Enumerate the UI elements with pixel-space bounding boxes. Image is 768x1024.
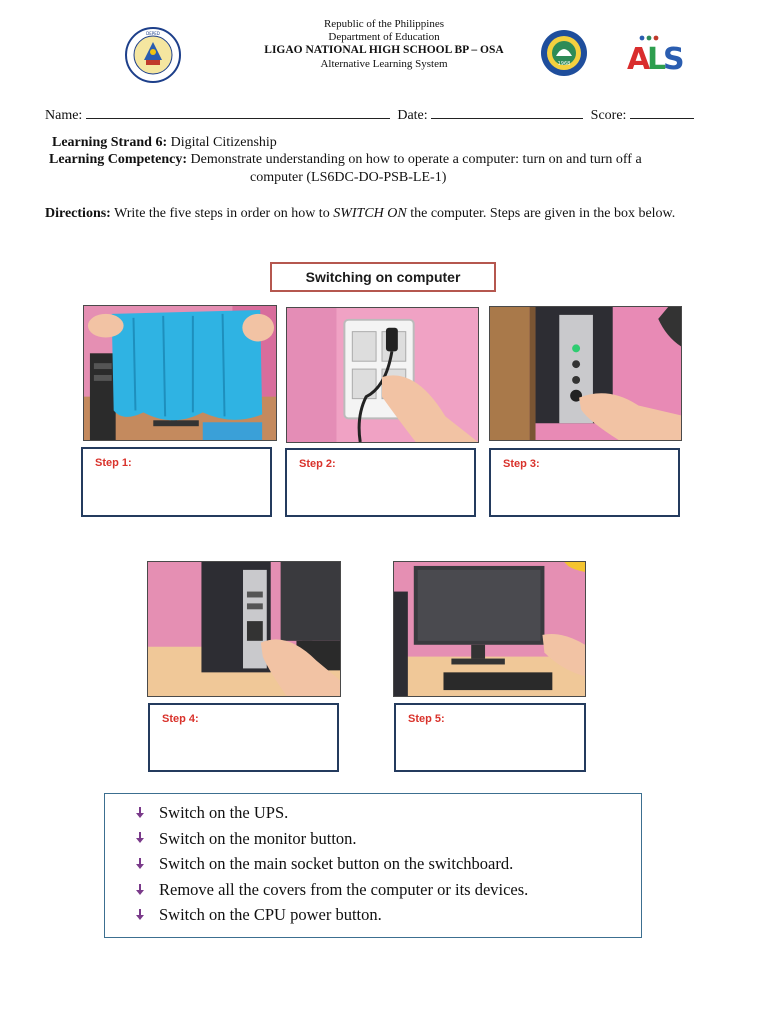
list-item <box>135 877 528 903</box>
deped-seal-logo <box>124 26 182 84</box>
step5-picture <box>393 561 586 697</box>
competency-value-line2: computer (LS6DC-DO-PSB-LE-1) <box>250 170 447 185</box>
list-item <box>135 902 528 928</box>
svg-text:S: S <box>663 42 684 72</box>
svg-text:L: L <box>647 42 667 72</box>
step1-answer-box[interactable] <box>81 447 272 517</box>
strand-label: Learning Strand 6: <box>52 135 168 150</box>
option-text: Switch on the UPS. <box>159 803 289 822</box>
svg-text:A: A <box>627 42 651 72</box>
learning-competency <box>49 151 642 168</box>
header-department: Department of Education <box>328 31 440 43</box>
step5-label: Step 5: <box>408 713 445 725</box>
header-republic: Republic of the Philippines <box>323 18 445 30</box>
step3-label: Step 3: <box>503 458 540 470</box>
options-list <box>135 800 528 928</box>
svg-text:DEPED: DEPED <box>146 31 160 36</box>
step4-label: Step 4: <box>162 713 199 725</box>
step2-label: Step 2: <box>299 458 336 470</box>
option-text: Switch on the main socket button on the switchboard. <box>159 854 514 874</box>
options-box <box>104 793 642 938</box>
arrow-down-icon <box>135 858 145 870</box>
step4-answer-box[interactable] <box>148 703 339 772</box>
name-label: Name: <box>45 108 83 123</box>
header-school-name: LIGAO NATIONAL HIGH SCHOOL BP – OSA <box>264 44 504 56</box>
student-info-row <box>45 106 694 124</box>
arrow-down-icon <box>135 909 145 921</box>
school-seal-logo <box>538 28 590 78</box>
directions-emphasis: SWITCH ON <box>333 206 407 221</box>
directions-text-before: Write the five steps in order on how to <box>114 206 334 221</box>
directions-label: Directions: <box>45 206 111 221</box>
strand-value: Digital Citizenship <box>170 135 277 150</box>
learning-strand <box>52 134 277 151</box>
step1-picture <box>83 305 277 441</box>
date-blank[interactable] <box>431 106 583 119</box>
directions <box>45 205 675 222</box>
section-title: Switching on computer <box>270 262 496 292</box>
competency-value-line1: Demonstrate understanding on how to operate a computer: turn on and turn off a <box>190 152 642 167</box>
step5-answer-box[interactable] <box>394 703 586 772</box>
step3-answer-box[interactable] <box>489 448 680 517</box>
list-item <box>135 826 528 852</box>
option-text: Switch on the monitor button. <box>159 828 357 848</box>
school-seal-year: 1968 <box>557 61 571 67</box>
score-label: Score: <box>590 108 627 123</box>
date-label: Date: <box>397 108 428 123</box>
option-text: Remove all the covers from the computer or its devices. <box>159 879 529 899</box>
arrow-down-icon <box>135 884 145 896</box>
competency-label: Learning Competency: <box>49 152 188 167</box>
step4-picture <box>147 561 341 697</box>
arrow-down-icon <box>135 807 145 819</box>
directions-text-after: the computer. Steps are given in the box below. <box>406 206 676 221</box>
arrow-down-icon <box>135 832 145 844</box>
als-logo <box>626 34 684 72</box>
step2-picture <box>286 307 479 443</box>
step3-picture <box>489 306 682 441</box>
step2-answer-box[interactable] <box>285 448 476 517</box>
score-blank[interactable] <box>630 106 694 119</box>
header-program: Alternative Learning System <box>320 58 448 70</box>
list-item <box>135 851 528 877</box>
name-blank[interactable] <box>86 106 390 119</box>
option-text: Switch on the CPU power button. <box>159 905 382 925</box>
step1-label: Step 1: <box>95 457 132 469</box>
list-item <box>135 800 528 826</box>
